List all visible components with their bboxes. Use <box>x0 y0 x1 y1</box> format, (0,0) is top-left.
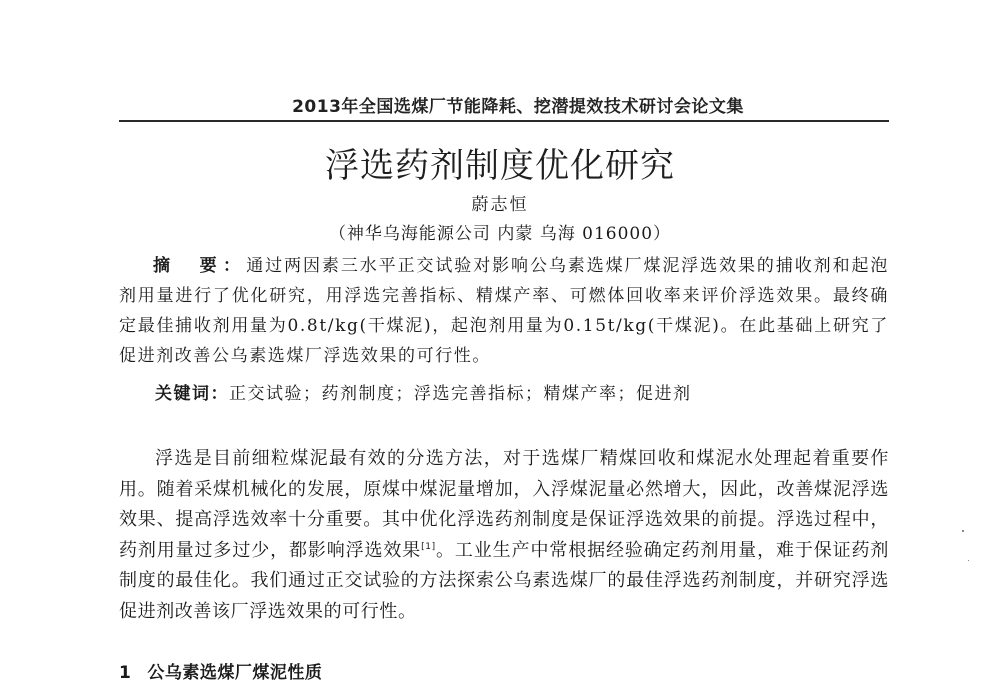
author-affiliation: （神华乌海能源公司 内蒙 乌海 016000） <box>328 224 672 244</box>
abstract-text: 通过两因素三水平正交试验对影响公乌素选煤厂煤泥浮选效果的捕收剂和起泡剂用量进行了优化研究，用浮选完善指标、精煤产率、可燃体回收率来评价浮选效果。最终确定最佳捕收剂用量为0.8t/kg(干煤泥)，起泡剂用量为0.15t/kg(干煤泥)。在此基础上研究了促进剂改善公乌素选煤厂浮选效果的可行性。 <box>119 256 890 366</box>
scan-speck <box>962 530 964 532</box>
keywords-label: 关键词： <box>155 384 229 404</box>
section-title: 公乌素选煤厂煤泥性质 <box>147 663 323 683</box>
section-number: 1 <box>119 663 132 683</box>
header-rule <box>119 120 889 122</box>
citation-marker: [1] <box>421 541 436 552</box>
author-name: 蔚志恒 <box>471 195 529 215</box>
abstract-paragraph <box>119 251 889 371</box>
keywords-line <box>155 379 889 404</box>
scan-speck <box>968 560 969 561</box>
keywords-text: 正交试验；药剂制度；浮选完善指标；精煤产率；促进剂 <box>229 384 692 404</box>
section-heading <box>119 658 322 683</box>
running-header: 2013年全国选煤厂节能降耗、挖潜提效技术研讨会论文集 <box>292 97 744 117</box>
intro-paragraph <box>119 444 889 627</box>
abstract-label: 摘 要： <box>153 256 247 276</box>
paper-title: 浮选药剂制度优化研究 <box>325 146 675 186</box>
intro-text-part1: 浮选是目前细粒煤泥最有效的分选方法，对于选煤厂精煤回收和煤泥水处理起着重要作用。随着采煤机械化的发展，原煤中煤泥量增加，入浮煤泥量必然增大，因此，改善煤泥浮选效果、提高浮选效率十分重要。其中优化浮选药剂制度是保证浮选效果的前提。浮选过程中，药剂用量过多过少，都影响浮选效果 <box>119 448 889 561</box>
intro-text-part2: 。工业生产中常根据经验确定药剂用量，难于保证药剂制度的最佳化。我们通过正交试验的方法探索公乌素选煤厂的最佳浮选药剂制度，并研究浮选促进剂改善该厂浮选效果的可行性。 <box>119 539 889 622</box>
